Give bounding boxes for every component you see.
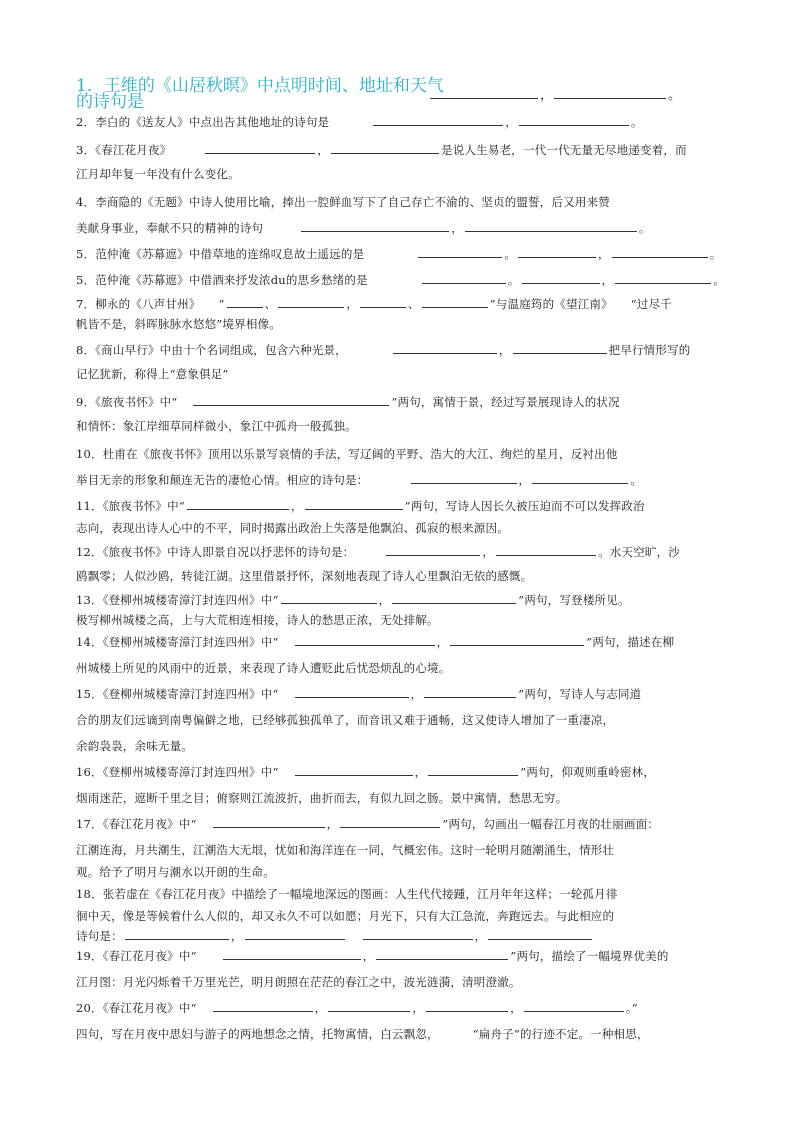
q17-text-2: ”两句，勾画出一幅春江月夜的壮丽画面：	[442, 817, 660, 831]
q20-punct-2: ，	[412, 1001, 425, 1015]
q19-blank-2[interactable]	[376, 948, 508, 960]
q18-punct-2: ，	[474, 929, 487, 943]
q6-line	[76, 272, 726, 288]
q20-blank-2[interactable]	[328, 1000, 410, 1012]
q20-text-2: 。”	[625, 1001, 638, 1015]
q8-punct-1: ，	[498, 343, 511, 357]
q7-sep-3: 、	[408, 297, 420, 311]
q5-punct-2: ，	[598, 247, 610, 261]
q3-text-2: 是说人生易老，一代一代无量无尽地递变着，而	[441, 143, 687, 157]
q15-blank-2[interactable]	[424, 686, 516, 698]
q13-punct-1: ，	[378, 593, 391, 607]
q6-punct-2: ，	[601, 273, 614, 287]
q2-blank-1[interactable]	[373, 114, 503, 126]
q14-blank-2[interactable]	[450, 634, 584, 646]
q15-text-1: 15．《登柳州城楼寄漳汀封连四州》中“	[76, 687, 279, 701]
q7-blank-2[interactable]	[278, 296, 344, 308]
q13-line2: 极写柳州城楼之高，上与大荒相连相接，诗人的愁思正浓，无处排解。	[76, 613, 439, 627]
q8-text-2: 把早行情形写的	[608, 343, 691, 357]
q10-text-2: 举目无亲的形象和颠连无告的凄怆心情。相应的诗句是：	[76, 473, 369, 487]
q19-text-1: 19．《春江花月夜》中“	[76, 949, 197, 963]
q10-line1: 10．杜甫在《旅夜书怀》顶用以乐景写哀情的手法，写辽阔的平野、浩大的大江、绚烂的星月，反衬出他	[76, 447, 618, 461]
q20-blank-3[interactable]	[426, 1000, 508, 1012]
q11-blank-2[interactable]	[305, 498, 403, 510]
q12-blank-2[interactable]	[496, 544, 596, 556]
q11-text-1: 11．《旅夜书怀》中“	[76, 499, 185, 513]
q18-blank-1[interactable]	[125, 928, 229, 940]
q1-line2: 的诗句是	[76, 92, 144, 112]
q7-blank-1[interactable]	[227, 296, 263, 308]
q9-text-2: ”两句，寓情于景，经过写景展现诗人的状况	[391, 395, 620, 409]
q7-sep-2: ，	[346, 297, 359, 311]
q5-blank-1[interactable]	[418, 246, 502, 258]
q18-text-3: 诗句是：	[76, 929, 123, 943]
q16-text-2: ”两句，仰观则重岭密林，	[520, 765, 656, 779]
q6-punct-3: 。	[713, 273, 725, 287]
q4-text-2: 美献身事业，奉献不只的精神的诗句	[76, 221, 264, 235]
q20-line1	[76, 1000, 726, 1016]
q9-line1	[76, 394, 726, 410]
q20-line2	[76, 1026, 726, 1042]
q16-text-1: 16．《登柳州城楼寄漳汀封连四州》中“	[76, 765, 279, 779]
q4-blank-2[interactable]	[465, 220, 637, 232]
q14-text-1: 14．《登柳州城楼寄漳汀封连四州》中“	[76, 635, 279, 649]
q20-blank-4[interactable]	[524, 1000, 624, 1012]
q1-period: 。	[668, 88, 682, 103]
q4-punct-2: 。	[638, 221, 651, 235]
q11-line1	[76, 498, 726, 514]
q18-line1: 18．张若虚在《春江花月夜》中描绘了一幅境地深远的图画：人生代代接踵，江月年年这样；一轮孤月徘	[76, 887, 618, 901]
q1-comma: ，	[540, 88, 554, 103]
q6-punct-1: 。	[507, 273, 520, 287]
q13-text-2: ”两句，写登楼所见。	[518, 593, 630, 607]
q11-punct-1: ，	[290, 499, 303, 513]
q11-blank-1[interactable]	[187, 498, 289, 510]
q7-sep-1: 、	[264, 297, 277, 311]
q14-punct-1: ，	[436, 635, 449, 649]
q3-line1	[76, 142, 726, 158]
q20-text-1: 20．《春江花月夜》中“	[76, 1001, 197, 1015]
q18-blank-4[interactable]	[488, 928, 592, 940]
q2-punct-2: 。	[630, 115, 643, 129]
q15-text-2: ”两句，写诗人与志同道	[518, 687, 642, 701]
q14-line2: 州城楼上所见的风雨中的近景，来表现了诗人遭贬此后忧恐烦乱的心境。	[76, 661, 451, 675]
q14-blank-1[interactable]	[295, 634, 435, 646]
q8-blank-1[interactable]	[393, 342, 497, 354]
q12-blank-1[interactable]	[386, 544, 480, 556]
q1-line1: 1．王维的《山居秋暝》中点明时间、地址和天气	[76, 76, 444, 96]
q15-line2: 合的朋友们远谪到南粤偏僻之地，已经够孤独孤单了，而音讯又难于通畅，这又使诗人增加了一重凄凉，	[76, 713, 615, 727]
q6-blank-2[interactable]	[522, 272, 600, 284]
q2-line	[76, 114, 726, 130]
q7-text-1: 7．柳永的《八声甘州》	[76, 297, 201, 311]
q10-line2	[76, 472, 726, 488]
q6-text: 5．范仲淹《苏幕遮》中借酒来抒发浓du的思乡愁绪的是	[76, 273, 368, 287]
q15-blank-1[interactable]	[295, 686, 409, 698]
q12-line1	[76, 544, 726, 560]
q11-line2: 志向，表现出诗人心中的不平，同时揭露出政治上失落是他飘泊、孤寂的根来源因。	[76, 521, 509, 535]
q13-text-1: 13．《登柳州城楼寄漳汀封连四州》中“	[76, 593, 279, 607]
q7-quote: “	[218, 297, 225, 311]
q6-blank-3[interactable]	[615, 272, 711, 284]
q16-blank-2[interactable]	[428, 764, 518, 776]
q19-line2: 江月图：月光闪烁着千万里光芒，明月朗照在茫茫的春江之中，波光涟漪，清明澄澈。	[76, 975, 521, 989]
q5-punct-3: 。	[709, 247, 722, 261]
q15-line3: 余韵袅袅，余味无量。	[76, 739, 193, 753]
q10-punct-2: 。	[630, 473, 642, 487]
q18-blank-2[interactable]	[245, 928, 345, 940]
q20-blank-1[interactable]	[213, 1000, 313, 1012]
q5-text: 5．范仲淹《苏幕遮》中借草地的连绵叹息故土遥远的是	[76, 247, 365, 261]
q17-line3: 观。给予了明月与潮水以开朗的生命。	[76, 865, 275, 879]
q17-text-1: 17．《春江花月夜》中“	[76, 817, 197, 831]
q8-line1	[76, 342, 726, 358]
q10-blank-2[interactable]	[532, 472, 628, 484]
q11-text-2: ”两句，写诗人因长久被压迫而不可以发挥政治	[404, 499, 645, 513]
q5-line	[76, 246, 726, 262]
q16-line2: 烟雨迷茫，遮断千里之目；俯察则江流波折，曲折而去，有似九回之肠。景中寓情，愁思无穷。	[76, 791, 568, 805]
q19-blank-1[interactable]	[223, 948, 361, 960]
q5-punct-1: 。	[504, 247, 517, 261]
q12-line2: 鸥飘零；人似沙鸥，转徒江湖。这里借景抒怀，深刻地表现了诗人心里飘泊无依的感慨。	[76, 569, 533, 583]
q18-punct-1: ，	[230, 929, 243, 943]
q19-punct-1: ，	[362, 949, 375, 963]
q4-line2	[76, 220, 726, 236]
q2-blank-2[interactable]	[519, 114, 629, 126]
q18-line2: 徊中天，像是等候着什么人似的，却又永久不可以如愿；月光下，只有大江急流，奔跑远去。与此相应的	[76, 909, 615, 923]
q1-blank-1[interactable]	[430, 98, 538, 99]
q16-punct-1: ，	[414, 765, 427, 779]
q17-punct-1: ，	[326, 817, 339, 831]
q14-line1	[76, 634, 726, 650]
q7-text-2: ”与温庭筠的《望江南》	[489, 297, 613, 311]
q16-blank-1[interactable]	[295, 764, 413, 776]
q7-blank-3[interactable]	[360, 296, 406, 308]
q5-blank-2[interactable]	[518, 246, 596, 258]
q4-line1: 4．李商隐的《无题》中诗人使用比喻，捧出一腔鲜血写下了自己存亡不渝的、坚贞的盟誓，后又用来赞	[76, 195, 611, 209]
q18-blank-3[interactable]	[363, 928, 473, 940]
q1-blank-2[interactable]	[554, 98, 666, 99]
q12-punct-1: ，	[482, 545, 495, 559]
q10-punct-1: ，	[518, 473, 531, 487]
q17-blank-2[interactable]	[340, 816, 440, 828]
q20-text-l3: “扁舟子”的行迹不定。一种相思，	[472, 1027, 649, 1041]
q13-blank-2[interactable]	[392, 592, 516, 604]
q3-line2: 江月却年复一年没有什么变化。	[76, 167, 240, 181]
q12-text-1: 12．《旅夜书怀》中诗人即景自况以抒悲怀的诗句是：	[76, 545, 355, 559]
q3-blank-2[interactable]	[331, 142, 439, 154]
q7-text-3: “过尽千	[630, 297, 672, 311]
q15-line1	[76, 686, 726, 702]
q9-line2: 和情怀：象江岸细草同样微小，象江中孤舟一般孤独。	[76, 419, 357, 433]
q14-text-2: ”两句，描述在柳	[586, 635, 675, 649]
q15-punct-1: ，	[410, 687, 423, 701]
q13-line1	[76, 592, 726, 608]
q17-line2: 江潮连海，月共潮生，江潮浩大无垠，忧如和海洋连在一同，气概宏伟。这时一轮明月随潮涌生，情形壮	[76, 843, 615, 857]
q4-blank-1[interactable]	[301, 220, 449, 232]
q18-line3	[76, 928, 726, 944]
q4-punct-1: ，	[451, 221, 463, 235]
q19-line1	[76, 948, 726, 964]
q7-line1	[76, 296, 726, 312]
q2-text: 2．李白的《送友人》中点出告其他地址的诗句是	[76, 115, 330, 129]
q19-text-2: ”两句，描绘了一幅境界优美的	[510, 949, 669, 963]
q8-line2: 记忆犹新，称得上“意象俱足”	[76, 367, 229, 381]
q5-blank-3[interactable]	[612, 246, 708, 258]
q7-blank-4[interactable]	[422, 296, 488, 308]
q10-blank-1[interactable]	[411, 472, 517, 484]
q3-punct-1: ，	[317, 143, 330, 157]
q2-punct-1: ，	[505, 115, 517, 129]
q6-blank-1[interactable]	[422, 272, 506, 284]
q20-punct-1: ，	[314, 1001, 327, 1015]
q3-blank-1[interactable]	[205, 142, 315, 154]
q17-line1	[76, 816, 726, 832]
q8-blank-2[interactable]	[513, 342, 607, 354]
q9-text-1: 9．《旅夜书怀》中“	[76, 395, 178, 409]
q13-blank-1[interactable]	[281, 592, 377, 604]
q17-blank-1[interactable]	[213, 816, 325, 828]
q7-line2: 帆皆不是，斜晖脉脉水悠悠”境界相像。	[76, 317, 281, 331]
q20-punct-3: ，	[510, 1001, 522, 1015]
q9-blank-1[interactable]	[193, 394, 389, 406]
q12-text-2: 。水天空旷，沙	[598, 545, 680, 559]
q8-text-1: 8．《商山早行》中由十个名词组成，包含六种光景，	[76, 343, 347, 357]
q16-line1	[76, 764, 726, 780]
q20-text-l2: 四句，写在月夜中思妇与游子的两地想念之情，托物寓情，白云飘忽，	[76, 1027, 439, 1041]
q3-text-1: 3．《春江花月夜》	[76, 143, 172, 157]
